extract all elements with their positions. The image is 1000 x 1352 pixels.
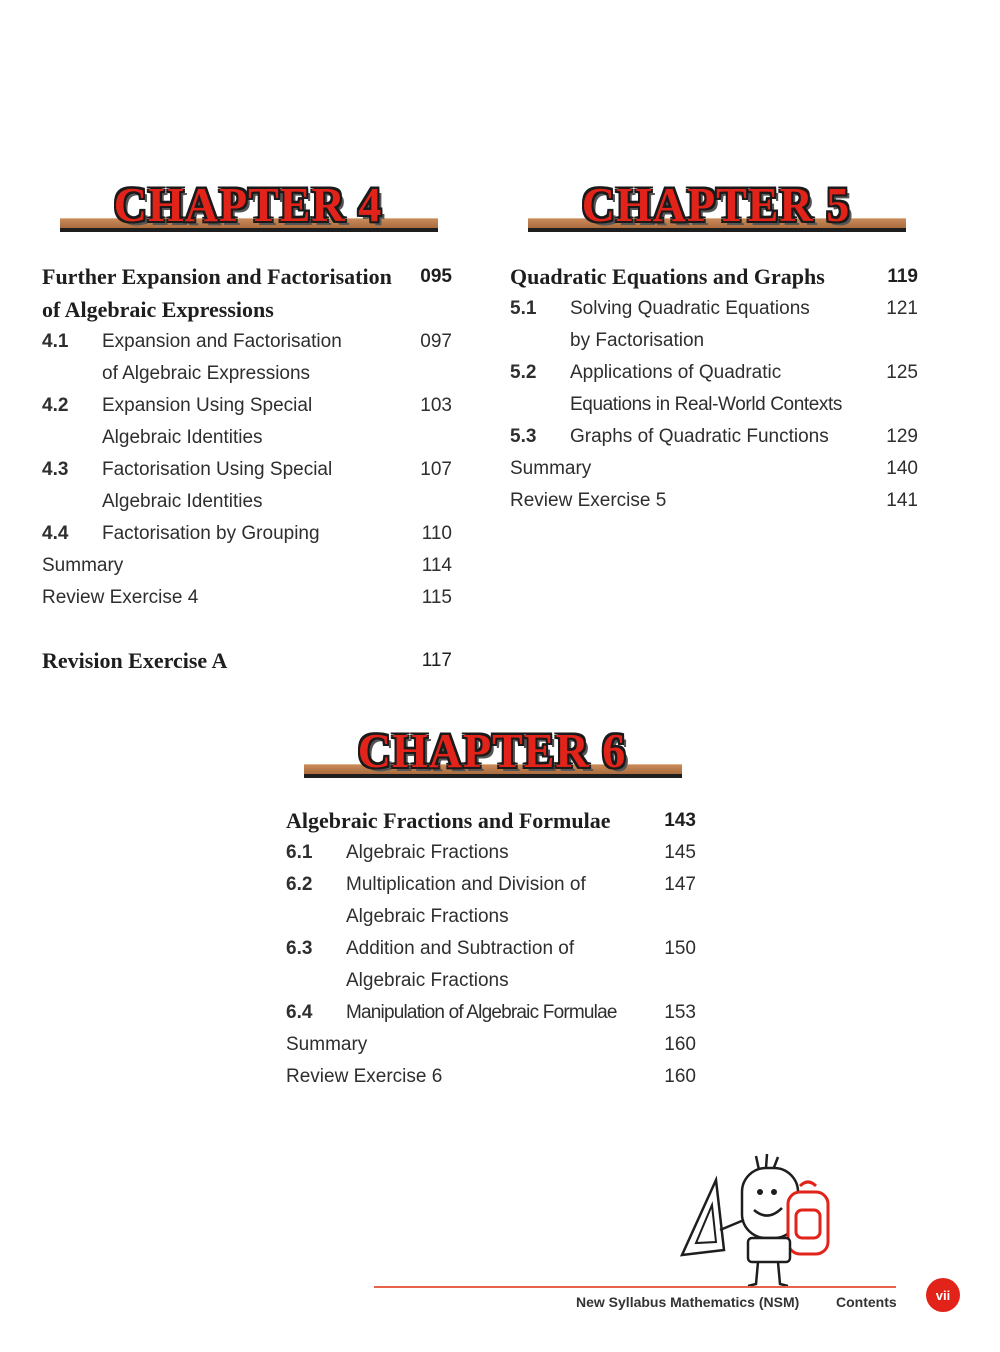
chapter-5-review[interactable] bbox=[510, 485, 918, 517]
chapter-4-heading: CHAPTER 4 bbox=[113, 177, 383, 232]
chapter-5-heading: CHAPTER 5 bbox=[581, 177, 851, 232]
footer-rule bbox=[374, 1286, 896, 1288]
section-number: 4.4 bbox=[42, 523, 69, 544]
section-title: Expansion and Factorisation bbox=[102, 331, 342, 352]
review-page: 160 bbox=[664, 1066, 696, 1087]
section-page: 110 bbox=[421, 523, 452, 544]
section-4-3[interactable] bbox=[42, 454, 452, 518]
chapter-5-header bbox=[510, 178, 918, 240]
review-page: 115 bbox=[421, 587, 452, 608]
section-number: 4.1 bbox=[42, 331, 69, 352]
section-title: Addition and Subtraction of bbox=[346, 938, 575, 959]
chapter-6-summary[interactable] bbox=[286, 1029, 696, 1061]
chapter-5-block bbox=[510, 178, 918, 517]
chapter-4-title: Further Expansion and Factorisation bbox=[42, 264, 392, 289]
section-page: 153 bbox=[664, 1002, 696, 1023]
section-title: Multiplication and Division of bbox=[346, 874, 586, 895]
chapter-4-block bbox=[42, 178, 452, 677]
summary-label: Summary bbox=[510, 458, 592, 479]
review-label: Review Exercise 5 bbox=[510, 490, 667, 511]
revision-page: 117 bbox=[421, 650, 452, 671]
section-page: 103 bbox=[420, 395, 452, 416]
section-page: 150 bbox=[664, 938, 696, 959]
section-number: 5.3 bbox=[510, 426, 537, 447]
section-title: Expansion Using Special bbox=[102, 395, 313, 416]
section-title-line2: Algebraic Fractions bbox=[346, 970, 509, 991]
summary-page: 160 bbox=[664, 1034, 696, 1055]
review-label: Review Exercise 4 bbox=[42, 587, 199, 608]
chapter-6-title-page: 143 bbox=[664, 810, 696, 831]
section-title: Manipulation of Algebraic Formulae bbox=[346, 1002, 617, 1023]
section-page: 129 bbox=[886, 426, 918, 447]
section-title-line2: Algebraic Identities bbox=[102, 427, 263, 448]
section-title: Applications of Quadratic bbox=[570, 362, 782, 383]
section-page: 107 bbox=[420, 459, 452, 480]
chapter-4-title-page: 095 bbox=[420, 266, 452, 287]
summary-label: Summary bbox=[286, 1034, 368, 1055]
revision-label: Revision Exercise A bbox=[42, 648, 228, 673]
revision-exercise-a[interactable] bbox=[42, 644, 452, 677]
section-6-2[interactable] bbox=[286, 869, 696, 933]
section-number: 6.4 bbox=[286, 1002, 313, 1023]
section-title-line2: of Algebraic Expressions bbox=[102, 363, 311, 384]
section-title: Solving Quadratic Equations bbox=[570, 298, 810, 319]
section-page: 097 bbox=[420, 331, 452, 352]
chapter-4-header bbox=[42, 178, 452, 240]
chapter-6-title: Algebraic Fractions and Formulae bbox=[286, 808, 611, 833]
section-number: 6.2 bbox=[286, 874, 313, 895]
chapter-5-summary[interactable] bbox=[510, 453, 918, 485]
summary-label: Summary bbox=[42, 555, 124, 576]
section-title-line2: Equations in Real-World Contexts bbox=[570, 394, 842, 415]
section-6-3[interactable] bbox=[286, 933, 696, 997]
section-number: 6.1 bbox=[286, 842, 313, 863]
chapter-6-review[interactable] bbox=[286, 1061, 696, 1093]
chapter-6-header bbox=[286, 724, 696, 786]
section-page: 125 bbox=[886, 362, 918, 383]
section-title-line2: Algebraic Fractions bbox=[346, 906, 509, 927]
section-title: Graphs of Quadratic Functions bbox=[570, 426, 829, 447]
section-number: 5.2 bbox=[510, 362, 537, 383]
chapter-4-summary[interactable] bbox=[42, 550, 452, 582]
chapter-5-title-page: 119 bbox=[887, 266, 918, 287]
chapter-6-title-row[interactable] bbox=[286, 804, 696, 837]
section-6-4[interactable] bbox=[286, 997, 696, 1029]
section-4-1[interactable] bbox=[42, 326, 452, 390]
section-number: 5.1 bbox=[510, 298, 537, 319]
chapter-4-title-line2: of Algebraic Expressions bbox=[42, 297, 274, 322]
section-4-4[interactable] bbox=[42, 518, 452, 550]
review-label: Review Exercise 6 bbox=[286, 1066, 443, 1087]
section-5-1[interactable] bbox=[510, 293, 918, 357]
section-number: 6.3 bbox=[286, 938, 313, 959]
footer-section: Contents bbox=[836, 1294, 897, 1310]
section-4-2[interactable] bbox=[42, 390, 452, 454]
section-page: 121 bbox=[886, 298, 918, 319]
footer-book-title: New Syllabus Mathematics (NSM) bbox=[576, 1294, 800, 1310]
section-title: Factorisation Using Special bbox=[102, 459, 333, 480]
section-number: 4.2 bbox=[42, 395, 69, 416]
section-title-line2: Algebraic Identities bbox=[102, 491, 263, 512]
section-5-3[interactable] bbox=[510, 421, 918, 453]
section-title: Factorisation by Grouping bbox=[102, 523, 320, 544]
page-number-badge: vii bbox=[926, 1278, 960, 1312]
section-number: 4.3 bbox=[42, 459, 69, 480]
chapter-4-title-row-2 bbox=[42, 293, 452, 326]
chapter-6-block bbox=[286, 724, 696, 1093]
chapter-6-heading: CHAPTER 6 bbox=[357, 723, 627, 778]
chapter-5-title: Quadratic Equations and Graphs bbox=[510, 264, 825, 289]
summary-page: 114 bbox=[421, 555, 452, 576]
review-page: 141 bbox=[886, 490, 918, 511]
summary-page: 140 bbox=[886, 458, 918, 479]
section-title-line2: by Factorisation bbox=[570, 330, 705, 351]
section-6-1[interactable] bbox=[286, 837, 696, 869]
section-title: Algebraic Fractions bbox=[346, 842, 509, 863]
section-5-2[interactable] bbox=[510, 357, 918, 421]
section-page: 147 bbox=[664, 874, 696, 895]
student-mascot-icon bbox=[674, 1150, 844, 1290]
chapter-5-title-row[interactable] bbox=[510, 260, 918, 293]
chapter-4-review[interactable] bbox=[42, 582, 452, 614]
section-page: 145 bbox=[664, 842, 696, 863]
chapter-4-title-row[interactable] bbox=[42, 260, 452, 293]
